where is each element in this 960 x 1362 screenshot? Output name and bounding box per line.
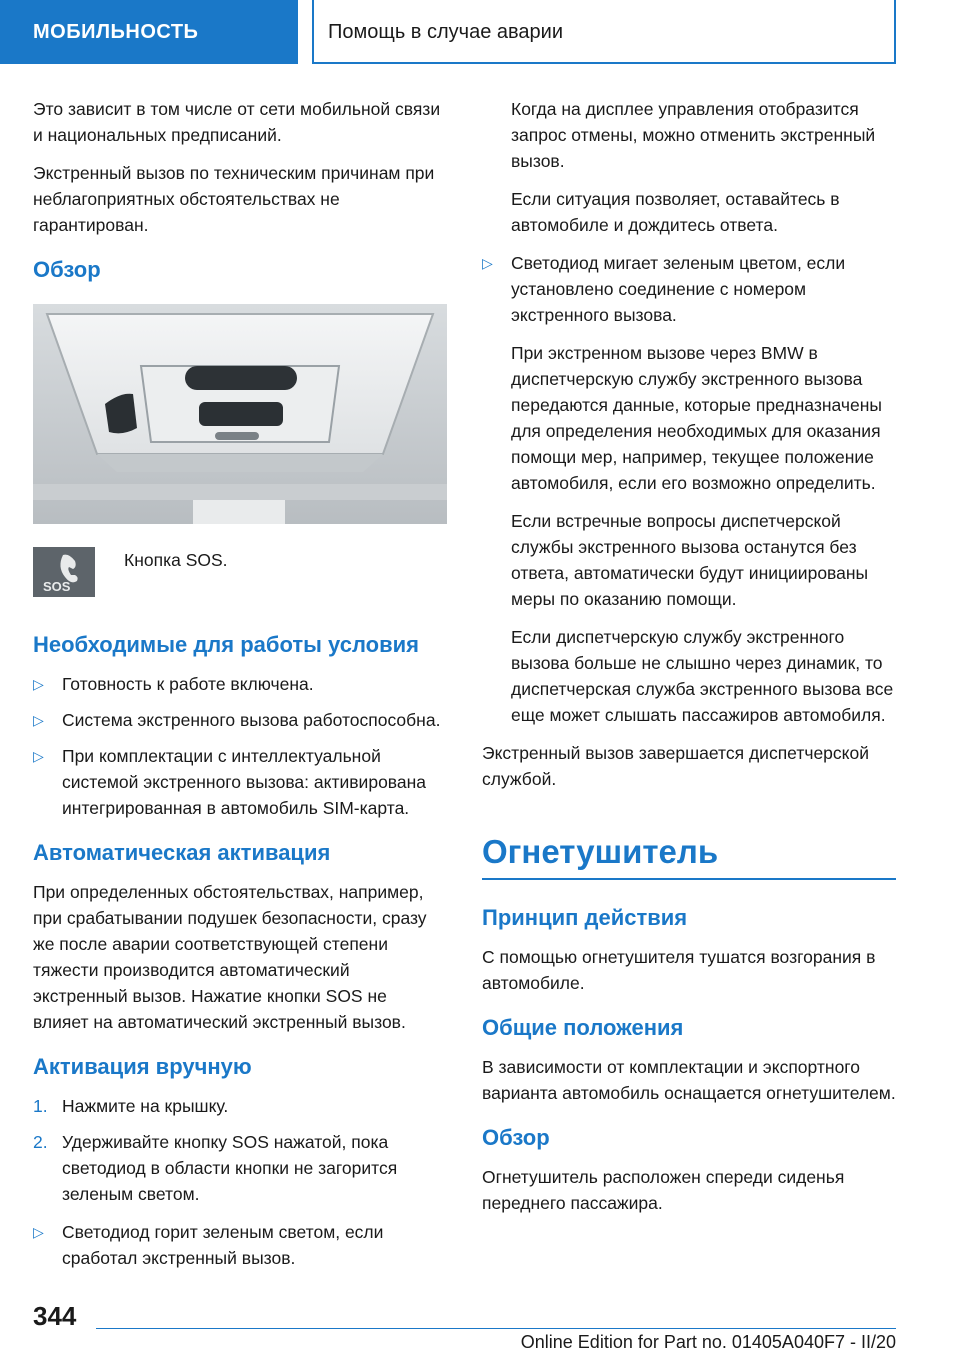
sos-icon-text: SOS (43, 579, 71, 594)
list-item: 1. Нажмите на крышку. (33, 1096, 229, 1116)
sos-button-label: Кнопка SOS. (124, 550, 228, 570)
overview-heading-2: Обзор (482, 1125, 550, 1150)
list-item: ▷ Светодиод горит зеленым светом, если сработал экстренный вызов. (33, 1219, 447, 1271)
page-number: 344 (33, 1301, 77, 1331)
general-paragraph: В зависимости от комплектации и экспортного варианта автомобиль оснащается огнетушителем. (482, 1057, 896, 1103)
list-item: ▷ Система экстренного вызова работоспособна. (33, 707, 447, 733)
principle-heading: Принцип действия (482, 905, 688, 930)
sos-legend-row (33, 547, 447, 607)
conditions-list (33, 671, 447, 821)
edition-note: Online Edition for Part no. 01405A040F7 - II/20 (520, 1332, 896, 1352)
conditions-heading: Необходимые для работы условия (33, 632, 419, 657)
list-item: ▷ Светодиод мигает зеленым цветом, если установлено соединение с номером экстренного вызова. (482, 250, 896, 328)
page-header (0, 0, 960, 64)
triangle-right-icon: ▷ (482, 255, 493, 271)
manual-bullet-list (33, 1219, 447, 1271)
manual-activation-heading: Активация вручную (33, 1054, 252, 1079)
triangle-right-icon: ▷ (33, 748, 44, 764)
location-paragraph: Огнетушитель расположен спереди сиденья переднего пассажира. (482, 1167, 845, 1213)
triangle-right-icon: ▷ (33, 1224, 44, 1240)
list-item: ▷ Готовность к работе включена. (33, 671, 447, 697)
stay-paragraph: Если ситуация позволяет, оставайтесь в автомобиле и дождитесь ответа. (511, 189, 840, 235)
right-column (482, 96, 896, 1228)
overhead-console-photo (33, 304, 447, 524)
extinguisher-title-block (482, 832, 896, 880)
call-end-paragraph: Экстренный вызов завершается диспетчерской службой. (482, 743, 870, 789)
intro-paragraph-2: Экстренный вызов по техническим причинам при неблагоприятных обстоятельствах не гарантирован. (33, 163, 435, 235)
auto-activation-paragraph: При определенных обстоятельствах, например, при срабатывании подушек безопасности, сразу же после аварии соответствующей степени тяжести производится автоматический экстренный вызов. Нажатие кнопки SOS не влияет на автоматический экстренный вызов. (33, 882, 427, 1032)
overview-heading: Обзор (33, 257, 101, 282)
general-heading: Общие положения (482, 1015, 684, 1040)
auto-activation-heading: Автоматическая активация (33, 840, 331, 865)
list-item: ▷ При комплектации с интеллектуальной системой экстренного вызова: активирована интегрированная в автомобиль SIM-карта. (33, 743, 447, 821)
sos-phone-icon (33, 547, 95, 597)
speaker-paragraph: Если диспетчерскую службу экстренного вызова больше не слышно через динамик, то диспетчерская служба экстренного вызова все еще может слышать пассажиров автомобиля. (511, 627, 894, 725)
triangle-right-icon: ▷ (33, 676, 44, 692)
no-answer-paragraph: Если встречные вопросы диспетчерской службы экстренного вызова останутся без ответа, автоматически будут инициированы меры по оказанию помощи. (511, 511, 869, 609)
section-tab: МОБИЛЬНОСТЬ (0, 0, 298, 64)
manual-steps-list (33, 1093, 447, 1207)
intro-paragraph-1: Это зависит в том числе от сети мобильной связи и национальных предписаний. (33, 99, 441, 145)
principle-paragraph: С помощью огнетушителя тушатся возгорания в автомобиле. (482, 947, 876, 993)
chapter-title: Помощь в случае аварии (312, 0, 896, 64)
led-bullet-list (482, 250, 896, 328)
data-transfer-paragraph: При экстренном вызове через BMW в диспетчерскую службу экстренного вызова передаются данные, которые предназначены для определения необходимых для оказания помощи мер, например, текущее положение автомобиля, если его возможно определить. (511, 343, 882, 493)
extinguisher-heading: Огнетушитель (482, 833, 719, 870)
footer-divider (96, 1328, 896, 1329)
list-item: 2. Удерживайте кнопку SOS нажатой, пока светодиод в области кнопки не загорится зеленым светом. (33, 1132, 398, 1204)
left-column (33, 96, 447, 1283)
cancel-paragraph: Когда на дисплее управления отобразится запрос отмены, можно отменить экстренный вызов. (511, 99, 876, 171)
triangle-right-icon: ▷ (33, 712, 44, 728)
